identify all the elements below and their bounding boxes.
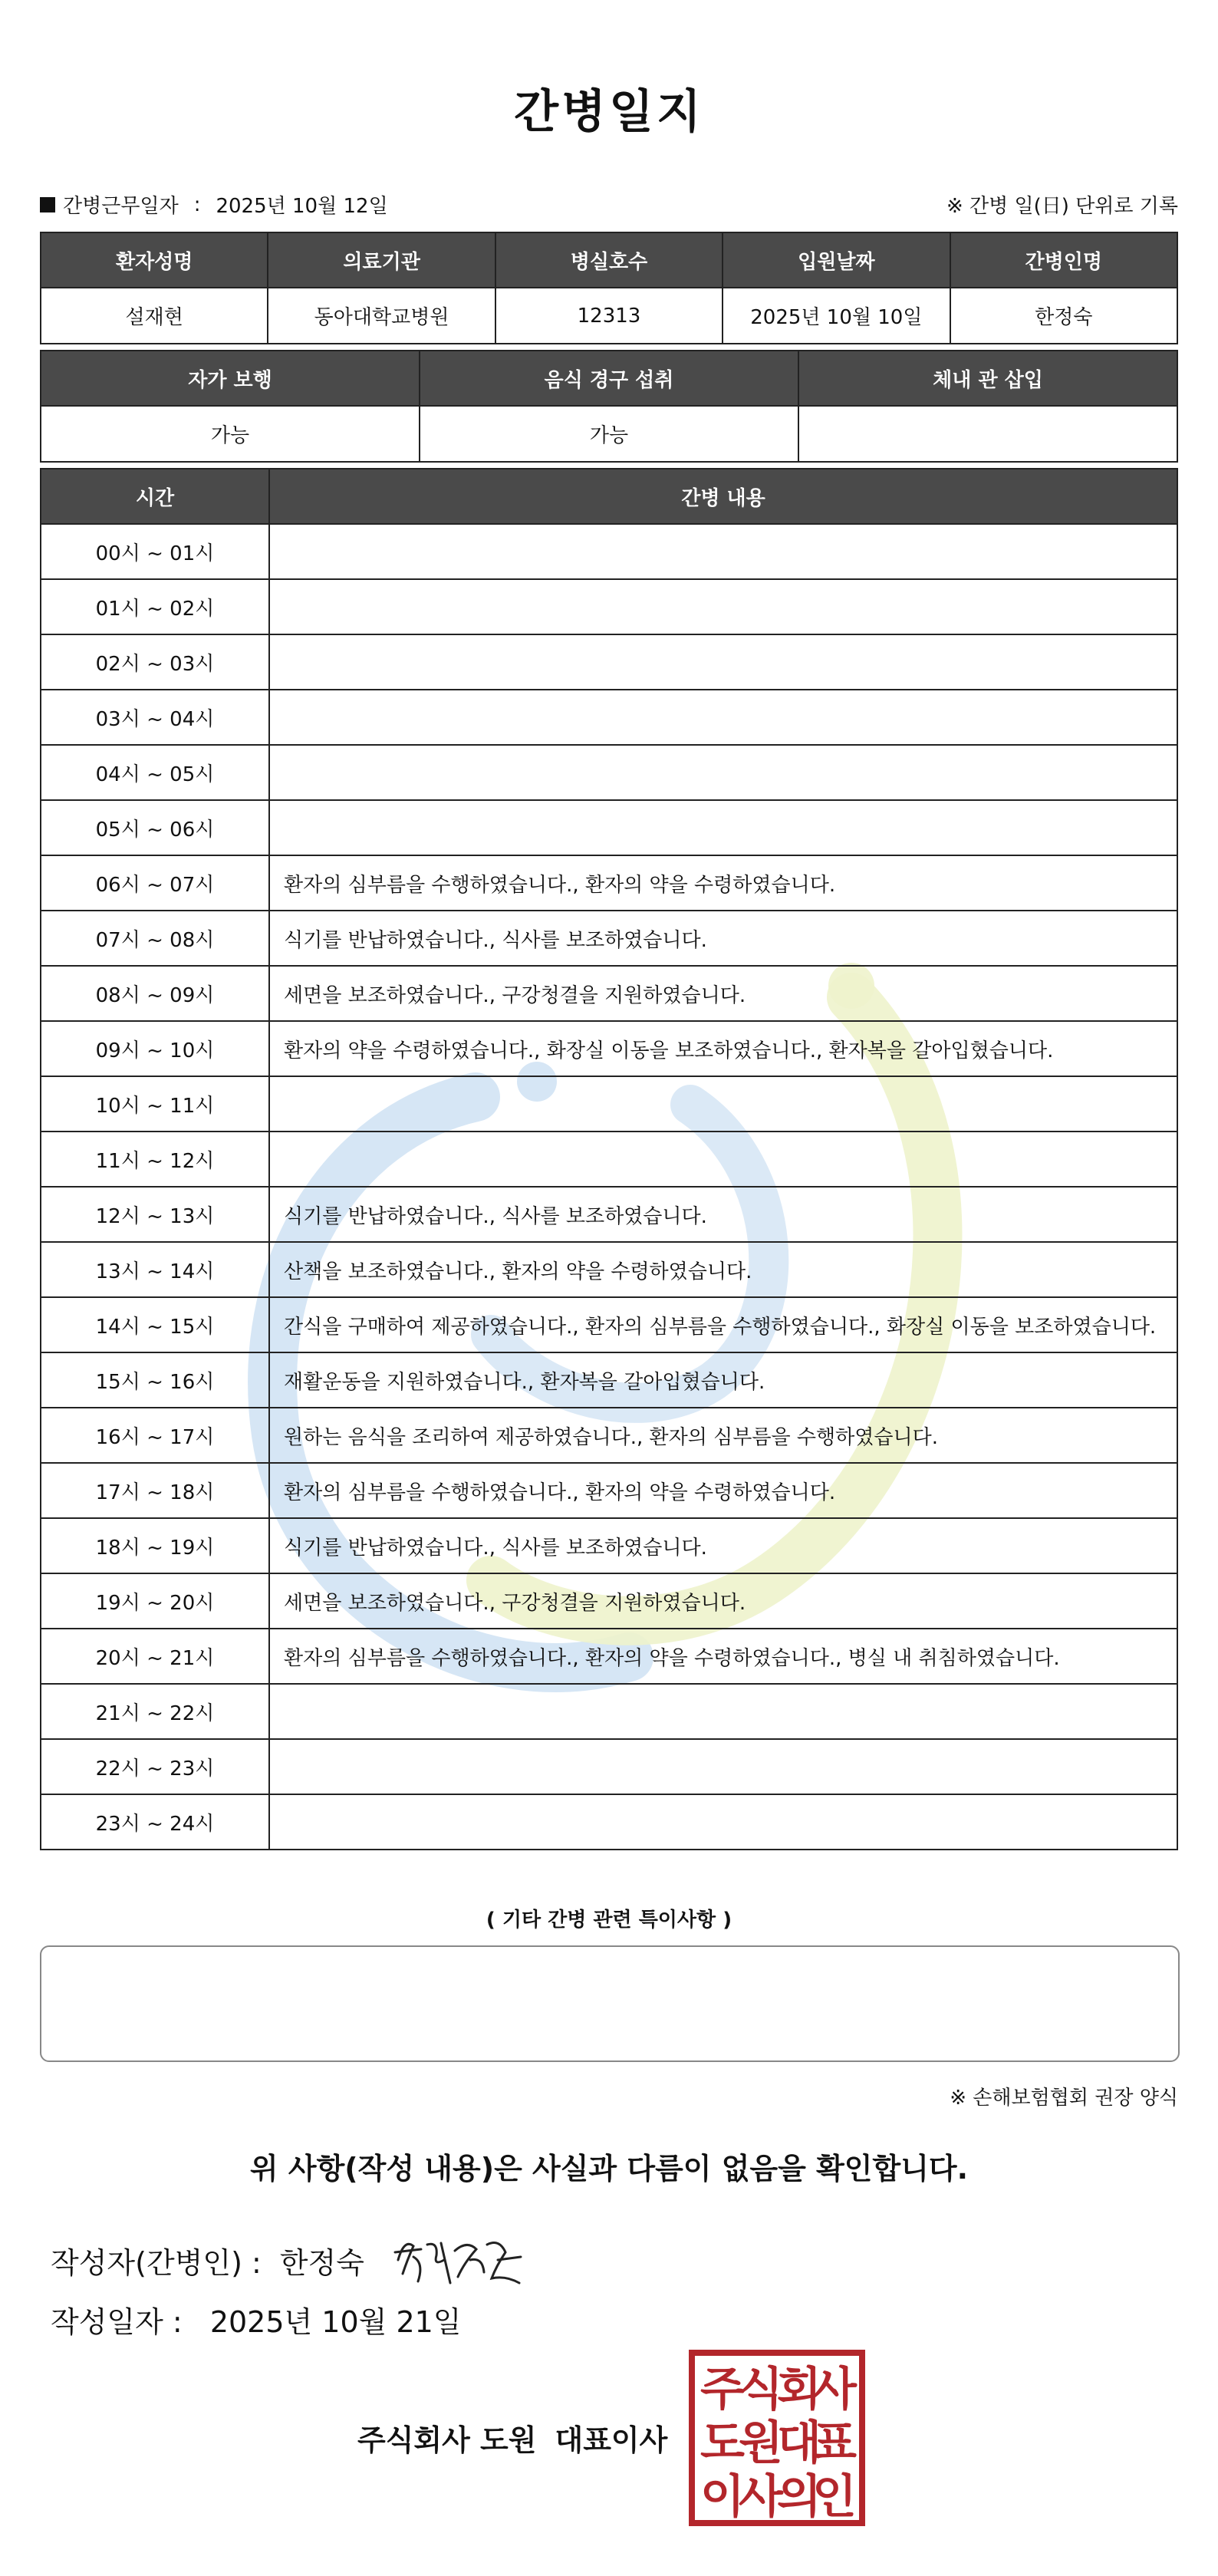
svg-text:식: 식 [739,2363,783,2416]
svg-text:도: 도 [700,2416,745,2470]
header-admission-date: 입원날짜 [723,232,950,288]
table-row [41,690,1177,745]
care-content [269,690,1177,745]
table-row [41,1352,1177,1408]
time-slot: 06시 ~ 07시 [41,855,269,911]
table-row [41,1021,1177,1076]
svg-text:표: 표 [812,2416,857,2470]
table-row [41,911,1177,966]
oral-intake-value: 가능 [420,406,798,462]
care-content [269,1739,1177,1794]
care-content: 원하는 음식을 조리하여 제공하였습니다., 환자의 심부름을 수행하였습니다. [269,1408,1177,1463]
room-number: 12313 [495,288,723,344]
time-slot: 23시 ~ 24시 [41,1794,269,1850]
time-slot: 02시 ~ 03시 [41,634,269,690]
company-line [357,2416,667,2459]
header-room-number: 병실호수 [495,232,723,288]
table-row [41,1297,1177,1352]
table-row [41,1242,1177,1297]
source-note: ※ 손해보험협회 권장 양식 [950,2087,1178,2110]
time-slot: 22시 ~ 23시 [41,1739,269,1794]
header-hospital: 의료기관 [268,232,495,288]
care-content [269,524,1177,579]
table-row [41,1518,1177,1573]
care-content: 환자의 심부름을 수행하였습니다., 환자의 약을 수령하였습니다., 병실 내 취침하였습니다. [269,1629,1177,1684]
written-date-label: 작성일자 : [51,2305,183,2339]
time-slot: 05시 ~ 06시 [41,800,269,855]
care-content: 세면을 보조하였습니다., 구강청결을 지원하였습니다. [269,966,1177,1021]
table-row [41,1794,1177,1850]
header-time: 시간 [41,469,269,524]
table-row [41,966,1177,1021]
written-date-line [51,2298,462,2340]
time-slot: 21시 ~ 22시 [41,1684,269,1739]
table-row [41,1132,1177,1187]
time-slot: 19시 ~ 20시 [41,1573,269,1629]
care-log-table [40,468,1178,1850]
work-date-value: 2025년 10월 12일 [216,195,388,218]
patient-status-table [40,350,1178,463]
care-content: 식기를 반납하였습니다., 식사를 보조하였습니다. [269,1187,1177,1242]
table-row [41,1463,1177,1518]
time-slot: 12시 ~ 13시 [41,1187,269,1242]
care-content: 환자의 약을 수령하였습니다., 화장실 이동을 보조하였습니다., 환자복을 갈아입혔습니다. [269,1021,1177,1076]
time-slot: 15시 ~ 16시 [41,1352,269,1408]
table-row [41,524,1177,579]
table-row [41,1684,1177,1739]
care-content [269,1684,1177,1739]
table-row [41,800,1177,855]
care-content: 식기를 반납하였습니다., 식사를 보조하였습니다. [269,1518,1177,1573]
care-content [269,1794,1177,1850]
svg-text:주: 주 [700,2363,745,2416]
header-oral-intake: 음식 경구 섭취 [420,351,798,406]
time-slot: 16시 ~ 17시 [41,1408,269,1463]
time-slot: 00시 ~ 01시 [41,524,269,579]
time-slot: 14시 ~ 15시 [41,1297,269,1352]
care-content [269,800,1177,855]
care-content: 환자의 심부름을 수행하였습니다., 환자의 약을 수령하였습니다. [269,1463,1177,1518]
svg-text:대: 대 [777,2416,821,2470]
time-slot: 03시 ~ 04시 [41,690,269,745]
time-slot: 17시 ~ 18시 [41,1463,269,1518]
handwritten-signature [390,2229,528,2291]
admission-date: 2025년 10월 10일 [723,288,950,344]
self-walking-value: 가능 [41,406,420,462]
svg-text:원: 원 [739,2416,783,2470]
care-content: 재활운동을 지원하였습니다., 환자복을 갈아입혔습니다. [269,1352,1177,1408]
care-content: 세면을 보조하였습니다., 구강청결을 지원하였습니다. [269,1573,1177,1629]
work-date-line [40,190,388,219]
header-care-content: 간병 내용 [269,469,1177,524]
table-row [41,579,1177,634]
header-patient-name: 환자성명 [41,232,268,288]
separator: : [193,193,201,216]
page-title: 간병일지 [514,85,704,139]
table-row [41,1629,1177,1684]
table-row [41,1408,1177,1463]
table-row [41,745,1177,800]
care-content: 산책을 보조하였습니다., 환자의 약을 수령하였습니다. [269,1242,1177,1297]
care-content [269,1076,1177,1132]
caregiver-name: 한정숙 [950,288,1177,344]
time-slot: 04시 ~ 05시 [41,745,269,800]
square-bullet-icon [40,197,55,212]
table-row [41,1573,1177,1629]
care-content [269,634,1177,690]
time-slot: 20시 ~ 21시 [41,1629,269,1684]
svg-text:회: 회 [777,2363,821,2416]
care-content: 식기를 반납하였습니다., 식사를 보조하였습니다. [269,911,1177,966]
care-content: 간식을 구매하여 제공하였습니다., 환자의 심부름을 수행하였습니다., 화장실 이동을 보조하였습니다. [269,1297,1177,1352]
care-content [269,745,1177,800]
svg-text:사: 사 [739,2470,783,2524]
care-content [269,579,1177,634]
care-content: 환자의 심부름을 수행하였습니다., 환자의 약을 수령하였습니다. [269,855,1177,911]
patient-info-table [40,232,1178,344]
time-slot: 11시 ~ 12시 [41,1132,269,1187]
company-name: 주식회사 도원 [357,2423,537,2457]
time-slot: 18시 ~ 19시 [41,1518,269,1573]
special-notes-box [40,1945,1180,2062]
company-seal-stamp [689,2350,865,2526]
header-caregiver-name: 간병인명 [950,232,1177,288]
writer-line [51,2229,528,2291]
record-unit-note: ※ 간병 일(日) 단위로 기록 [946,195,1178,218]
hospital-name: 동아대학교병원 [268,288,495,344]
svg-text:의: 의 [777,2470,821,2524]
care-content [269,1132,1177,1187]
time-slot: 01시 ~ 02시 [41,579,269,634]
time-slot: 07시 ~ 08시 [41,911,269,966]
table-row [41,634,1177,690]
time-slot: 10시 ~ 11시 [41,1076,269,1132]
table-row [41,1076,1177,1132]
svg-text:이: 이 [700,2470,745,2524]
written-date-value: 2025년 10월 21일 [209,2305,462,2339]
writer-name: 한정숙 [279,2245,364,2280]
tube-insertion-value [798,406,1177,462]
notes-heading: ( 기타 간병 관련 특이사항 ) [486,1909,732,1932]
table-row [41,1187,1177,1242]
representative-title: 대표이사 [555,2423,668,2457]
time-slot: 08시 ~ 09시 [41,966,269,1021]
table-row [41,1739,1177,1794]
time-slot: 13시 ~ 14시 [41,1242,269,1297]
work-date-label: 간병근무일자 [63,195,179,218]
header-self-walking: 자가 보행 [41,351,420,406]
writer-label: 작성자(간병인) : [51,2245,262,2280]
svg-text:사: 사 [812,2363,857,2416]
header-tube-insertion: 체내 관 삽입 [798,351,1177,406]
patient-name: 설재현 [41,288,268,344]
time-slot: 09시 ~ 10시 [41,1021,269,1076]
confirmation-statement: 위 사항(작성 내용)은 사실과 다름이 없음을 확인합니다. [249,2152,969,2186]
svg-text:인: 인 [812,2470,857,2524]
table-row [41,855,1177,911]
